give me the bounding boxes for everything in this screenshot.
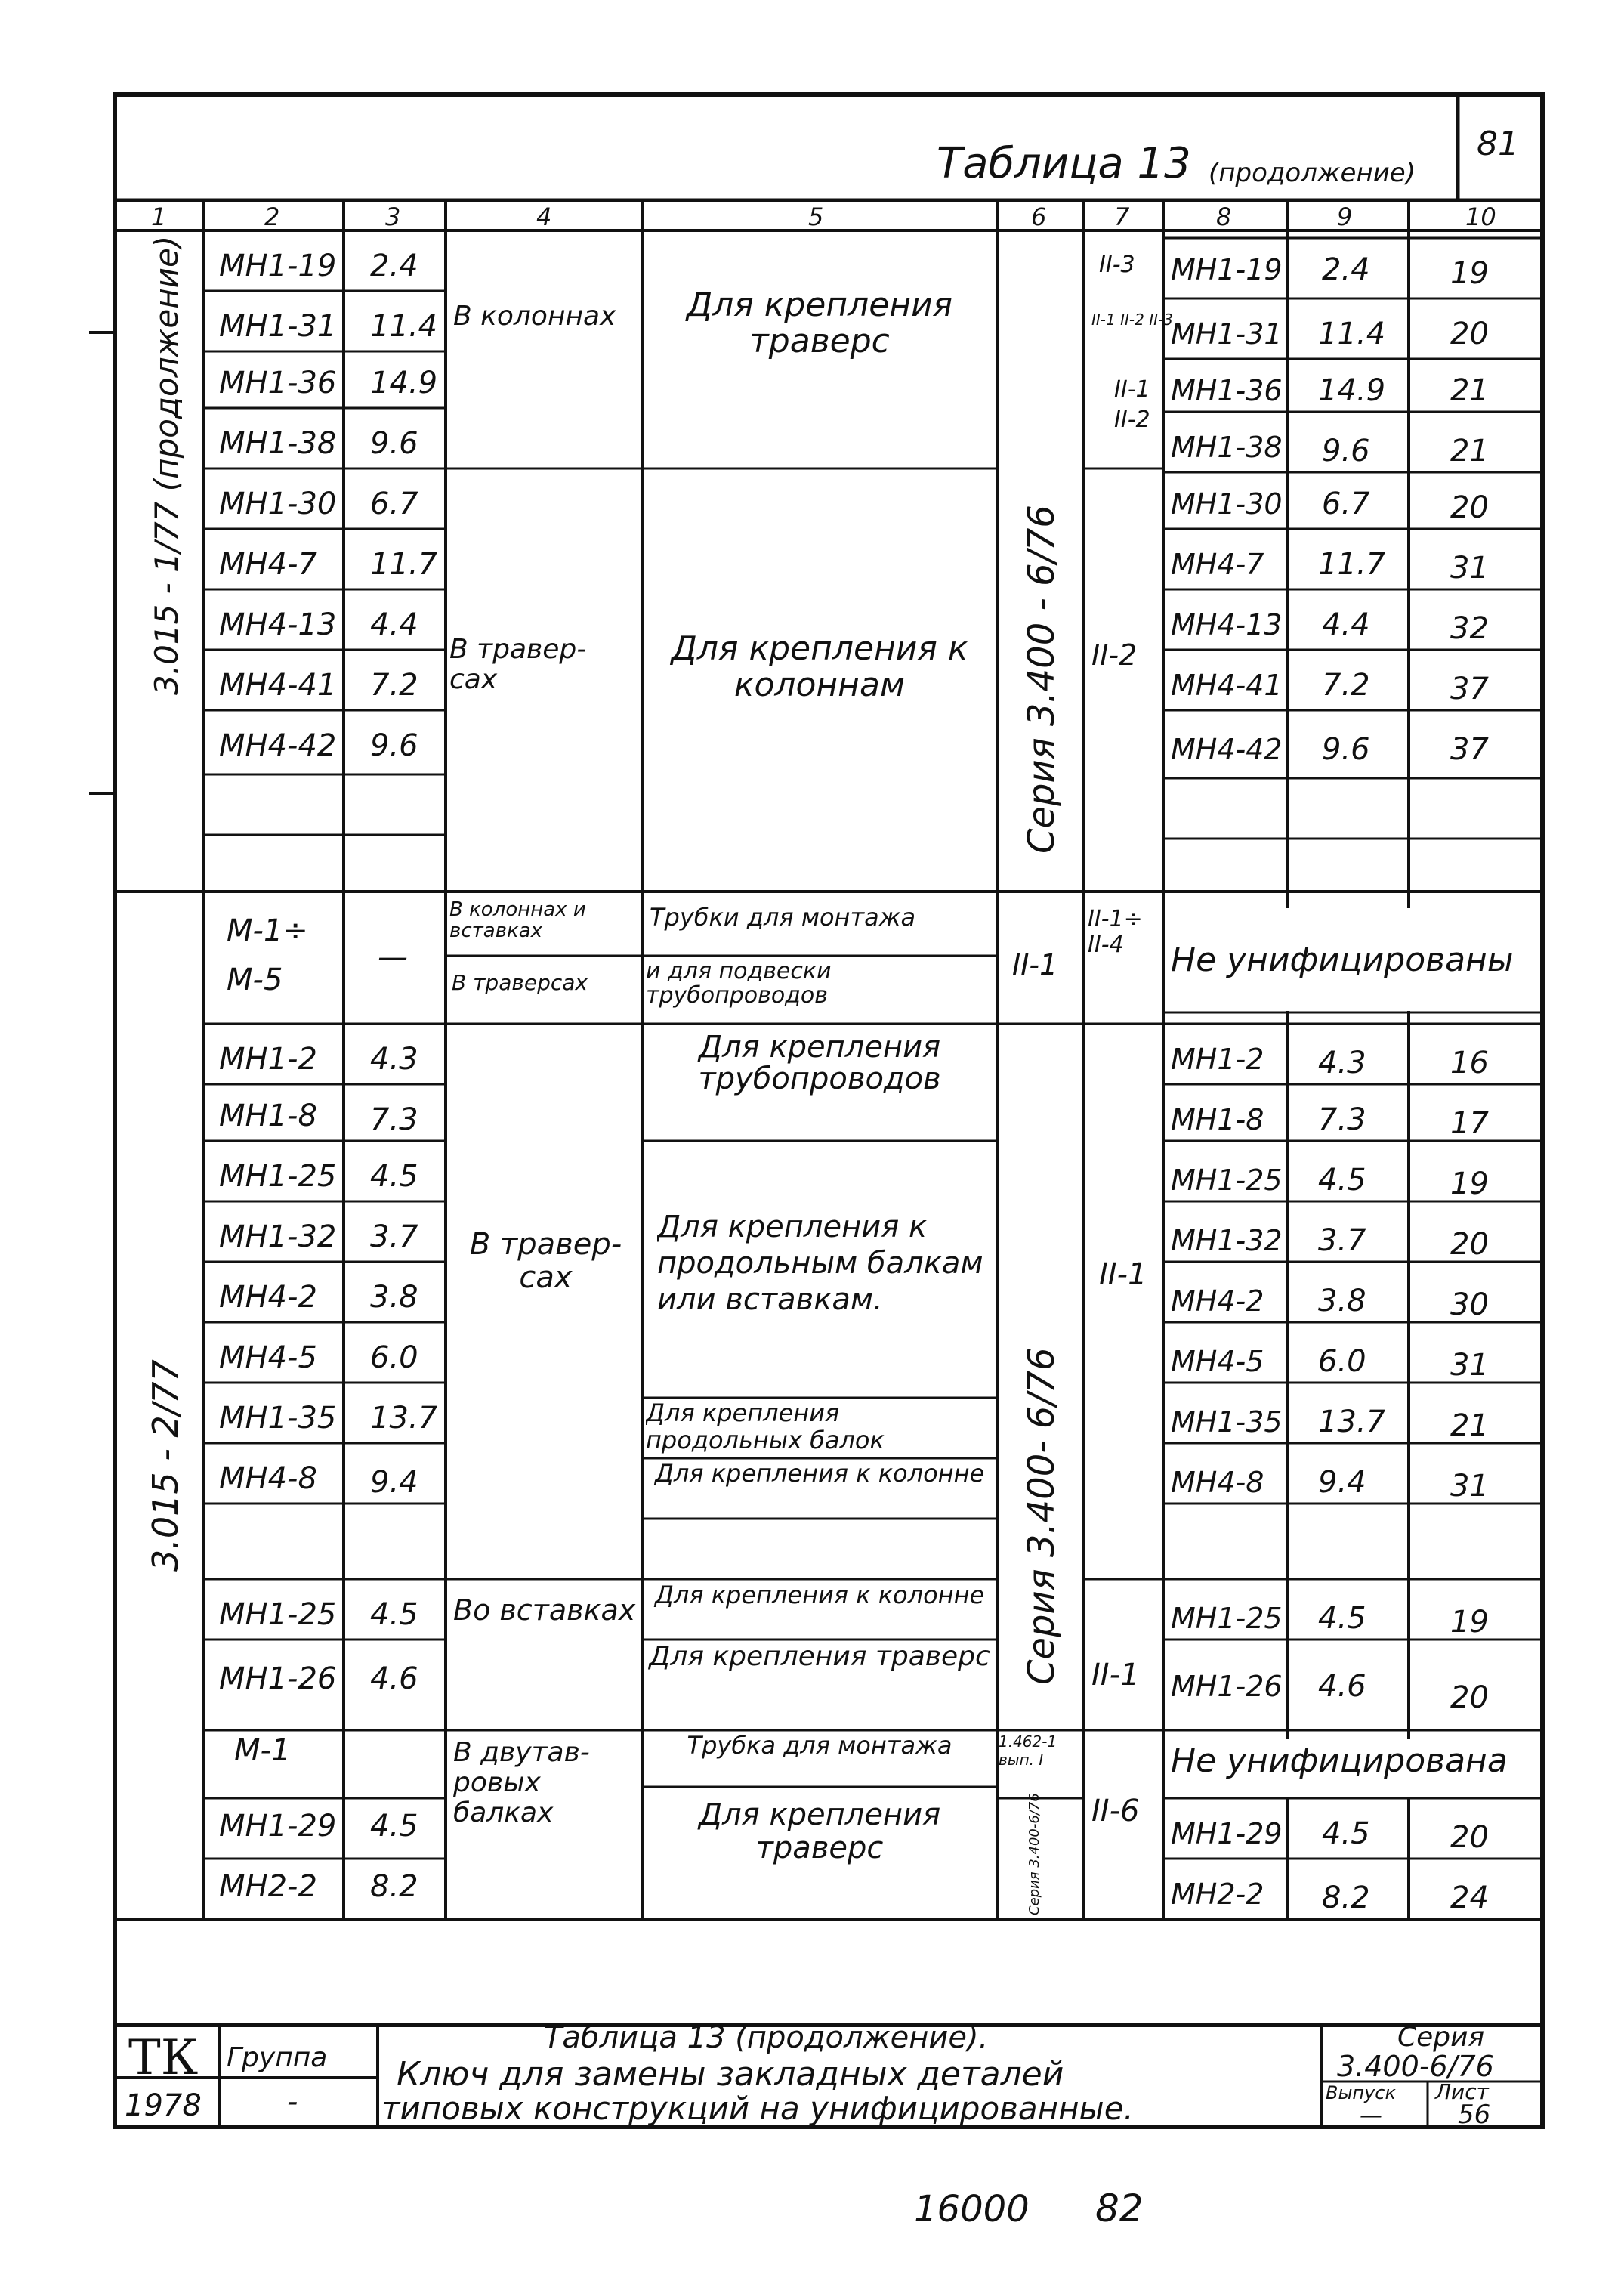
mass: 11.7 — [370, 547, 438, 582]
group-1: 3.015 - 1/77 (продолжение) — [148, 235, 185, 695]
new-mass: 4.3 — [1318, 1046, 1366, 1080]
mass: 11.4 — [370, 309, 438, 344]
new-mark: МН4-13 — [1171, 608, 1283, 641]
col7-c: II-1 — [1099, 1257, 1147, 1292]
col7: II-1 — [1114, 376, 1150, 403]
new-mark: МН1-8 — [1171, 1103, 1264, 1136]
mark: МН4-2 — [219, 1280, 317, 1315]
purpose-d2-box — [646, 1642, 993, 1729]
m-col7-box — [1088, 907, 1163, 990]
purpose-c1: Для крепления трубопроводов — [698, 1031, 941, 1096]
mark: МН1-30 — [219, 487, 337, 521]
purpose-c3-box — [646, 1399, 993, 1457]
stamp-sheet-label: Лист — [1435, 2079, 1489, 2104]
new-mark: МН1-2 — [1171, 1043, 1264, 1076]
mass: 8.2 — [370, 1869, 418, 1904]
purpose-c1-box — [646, 1031, 993, 1137]
purpose-b: Для крепления к колоннам — [671, 631, 968, 704]
sheet: 37 — [1450, 732, 1489, 767]
new-mass: 4.6 — [1318, 1669, 1366, 1704]
mass: 9.6 — [370, 728, 418, 763]
new-mass: 6.0 — [1318, 1344, 1366, 1379]
new-mass: 11.7 — [1318, 547, 1386, 582]
new-mark: МН1-25 — [1171, 1164, 1283, 1197]
m-status: Не унифицированы — [1171, 941, 1514, 979]
purpose-d2: Для крепления траверс — [649, 1642, 990, 1672]
mark: МН4-42 — [219, 728, 337, 763]
mass: 4.5 — [370, 1597, 418, 1632]
new-mark: МН4-2 — [1171, 1284, 1264, 1318]
new-mark: МН1-35 — [1171, 1405, 1283, 1439]
sheet: 30 — [1450, 1287, 1489, 1322]
place-c: В травер- сах — [469, 1228, 622, 1295]
purpose-c2-box — [657, 1209, 990, 1390]
purpose-a-box — [646, 287, 993, 393]
series-1: Серия 3.400 - 6/76 — [1020, 505, 1063, 854]
place-e-box — [453, 1738, 638, 1874]
stamp-issue-value: — — [1360, 2103, 1382, 2129]
m-place-1-box — [449, 899, 638, 956]
mass: 14.9 — [370, 366, 438, 400]
sheet: 24 — [1450, 1881, 1489, 1915]
group-2: 3.015 - 2/77 — [145, 1359, 186, 1572]
mark: МН2-2 — [219, 1869, 317, 1904]
stamp-title-2: Ключ для замены закладных деталей — [397, 2055, 1064, 2094]
place-b: В травер- сах — [449, 635, 587, 695]
place-e: В двутав- ровых балках — [453, 1738, 590, 1828]
stamp-series-label: Серия — [1397, 2022, 1485, 2053]
place-c-box — [453, 1228, 638, 1318]
new-mark: МН1-30 — [1171, 487, 1283, 521]
col7-e: II-6 — [1091, 1794, 1140, 1828]
sheet: 19 — [1450, 1605, 1489, 1640]
new-mass: 9.6 — [1322, 434, 1370, 468]
m-place-2: В траверсах — [452, 970, 588, 995]
new-mass: 11.4 — [1318, 317, 1386, 351]
new-mass: 3.7 — [1318, 1223, 1366, 1258]
stamp-title-3: типовых конструкций на унифицированные. — [381, 2090, 1134, 2127]
stamp-year: 1978 — [125, 2088, 202, 2123]
m1-col6-box — [999, 1732, 1083, 1797]
m-purpose-2-box — [646, 960, 993, 1020]
sheet: 21 — [1450, 1408, 1489, 1443]
purpose-b-box — [646, 631, 993, 737]
series-2: Серия 3.400- 6/76 — [1020, 1347, 1063, 1685]
new-mass: 13.7 — [1318, 1405, 1386, 1439]
sheet: 20 — [1450, 490, 1489, 525]
purpose-e: Для крепления траверс — [698, 1798, 941, 1865]
stamp-group-label: Группа — [227, 2042, 328, 2073]
purpose-d1: Для крепления к колонне — [654, 1581, 985, 1609]
new-mark: МН4-41 — [1171, 669, 1283, 702]
mass: 4.4 — [370, 607, 418, 642]
m-mass: — — [378, 940, 408, 975]
new-mark: МН1-36 — [1171, 374, 1283, 407]
table-title-suffix: (продолжение) — [1209, 158, 1416, 188]
new-mark: МН4-8 — [1171, 1466, 1264, 1499]
footer-right: 82 — [1095, 2187, 1144, 2230]
new-mass: 9.6 — [1322, 732, 1370, 767]
mark: МН1-8 — [219, 1099, 317, 1133]
stamp-series-value: 3.400-6/76 — [1337, 2050, 1494, 2083]
stamp-title-1: Таблица 13 (продолжение). — [544, 2020, 989, 2055]
m-mark-1: М-1÷ — [227, 913, 308, 948]
mark: МН1-32 — [219, 1219, 337, 1254]
mark: МН1-25 — [219, 1159, 337, 1194]
purpose-c4: Для крепления к колонне — [654, 1460, 985, 1488]
m-mark-2: М-5 — [227, 963, 283, 997]
m-purpose-1: Трубки для монтажа — [650, 903, 916, 932]
stamp-issue-label: Выпуск — [1326, 2082, 1396, 2103]
new-mass: 4.5 — [1318, 1601, 1366, 1636]
col7: II-3 — [1099, 252, 1135, 278]
mark: МН4-8 — [219, 1461, 317, 1496]
new-mark: МН1-38 — [1171, 431, 1283, 464]
mark: МН1-31 — [219, 309, 337, 344]
m-place-1: В колоннах и вставках — [449, 899, 586, 942]
mark: МН1-2 — [219, 1042, 317, 1077]
m-purpose-2: и для подвески трубопроводов — [646, 960, 832, 1009]
mark: МН1-19 — [219, 249, 337, 283]
m-col6: II-1 — [1012, 948, 1058, 981]
m1-purpose: Трубка для монтажа — [687, 1732, 952, 1760]
new-mark: МН2-2 — [1171, 1878, 1264, 1911]
purpose-c2: Для крепления к продольным балкам или вставкам. — [657, 1210, 983, 1317]
mass: 4.5 — [370, 1159, 418, 1194]
col7: II-2 — [1114, 406, 1150, 433]
mark: МН4-5 — [219, 1340, 317, 1375]
new-mass: 7.2 — [1322, 668, 1370, 703]
new-mass: 8.2 — [1322, 1881, 1370, 1915]
m1-status: Не унифицирована — [1171, 1742, 1508, 1780]
mark: МН4-41 — [219, 668, 337, 703]
new-mass: 7.3 — [1318, 1102, 1366, 1137]
new-mark: МН4-5 — [1171, 1345, 1264, 1378]
mark: МН1-29 — [219, 1809, 337, 1844]
new-mass: 3.8 — [1318, 1284, 1366, 1318]
mass: 2.4 — [370, 249, 418, 283]
sheet: 31 — [1450, 551, 1489, 586]
sheet: 37 — [1450, 672, 1489, 706]
mark: МН4-13 — [219, 607, 337, 642]
m-col7: II-1÷ II-4 — [1088, 907, 1143, 958]
col-number-1: 1 — [151, 202, 167, 231]
col-number-5: 5 — [808, 202, 824, 231]
sheet: 20 — [1450, 317, 1489, 351]
sheet: 32 — [1450, 611, 1489, 646]
col-number-4: 4 — [536, 202, 552, 231]
col-number-9: 9 — [1337, 202, 1353, 231]
mark: МН1-38 — [219, 426, 337, 461]
mass: 9.4 — [370, 1465, 418, 1500]
new-mass: 14.9 — [1318, 373, 1386, 408]
mass: 4.5 — [370, 1809, 418, 1844]
place-b-box — [449, 635, 638, 725]
sheet: 19 — [1450, 256, 1489, 291]
new-mark: МН1-29 — [1171, 1817, 1283, 1850]
sheet: 16 — [1450, 1046, 1489, 1080]
mark: МН1-36 — [219, 366, 337, 400]
place-d: Во вставках — [453, 1594, 636, 1627]
sheet: 20 — [1450, 1820, 1489, 1855]
mass: 6.0 — [370, 1340, 418, 1375]
sheet: 20 — [1450, 1680, 1489, 1715]
page-number: 81 — [1477, 125, 1519, 163]
place-a: В колоннах — [453, 301, 616, 332]
sheet: 21 — [1450, 434, 1489, 468]
new-mass: 9.4 — [1318, 1465, 1366, 1500]
m1-mark: М-1 — [234, 1733, 291, 1768]
new-mark: МН1-26 — [1171, 1670, 1283, 1703]
purpose-e-box — [646, 1798, 993, 1912]
col7-b: II-2 — [1091, 638, 1138, 672]
mass: 3.8 — [370, 1280, 418, 1315]
sheet: 17 — [1450, 1106, 1489, 1141]
new-mark: МН4-7 — [1171, 548, 1264, 581]
new-mass: 6.7 — [1322, 487, 1370, 521]
sheet: 21 — [1450, 373, 1489, 408]
purpose-d1-box — [646, 1581, 993, 1639]
mark: МН1-35 — [219, 1401, 337, 1436]
mass: 7.2 — [370, 668, 418, 703]
purpose-a: Для крепления траверс — [686, 287, 953, 360]
mass: 4.6 — [370, 1661, 418, 1696]
purpose-c3: Для крепления продольных балок — [646, 1399, 885, 1454]
new-mass: 2.4 — [1322, 252, 1370, 287]
col7: II-1 II-2 II-3 — [1091, 311, 1173, 329]
new-mass: 4.5 — [1318, 1163, 1366, 1198]
mass: 9.6 — [370, 426, 418, 461]
sheet: 31 — [1450, 1469, 1489, 1504]
col-number-2: 2 — [264, 202, 280, 231]
sheet: 31 — [1450, 1348, 1489, 1383]
m1-col6: 1.462-1 вып. I — [999, 1732, 1057, 1769]
stamp-group-value: - — [287, 2085, 298, 2119]
purpose-c4-box — [646, 1460, 993, 1517]
stamp-sheet-value: 56 — [1458, 2100, 1491, 2130]
mass: 7.3 — [370, 1102, 418, 1137]
col-number-8: 8 — [1216, 202, 1232, 231]
col-number-10: 10 — [1465, 202, 1496, 231]
col7-d: II-1 — [1091, 1658, 1140, 1692]
mass: 6.7 — [370, 487, 418, 521]
new-mass: 4.4 — [1322, 607, 1370, 642]
footer-left: 16000 — [914, 2188, 1030, 2230]
mark: МН1-26 — [219, 1661, 337, 1696]
table-title: Таблица 13 — [937, 139, 1191, 188]
stamp-org: ТК — [128, 2030, 199, 2086]
new-mark: МН4-42 — [1171, 733, 1283, 766]
col-number-3: 3 — [385, 202, 401, 231]
new-mass: 4.5 — [1322, 1816, 1370, 1851]
place-d-box — [453, 1594, 638, 1685]
e-col6: Серия 3.400-6/76 — [1027, 1793, 1042, 1915]
new-mark: МН1-25 — [1171, 1602, 1283, 1635]
sheet: 19 — [1450, 1167, 1489, 1201]
new-mark: МН1-32 — [1171, 1224, 1283, 1257]
mark: МН1-25 — [219, 1597, 337, 1632]
mass: 13.7 — [370, 1401, 438, 1436]
mass: 4.3 — [370, 1042, 418, 1077]
sheet: 20 — [1450, 1227, 1489, 1262]
mass: 3.7 — [370, 1219, 418, 1254]
new-mark: МН1-19 — [1171, 253, 1283, 286]
mark: МН4-7 — [219, 547, 317, 582]
col-number-7: 7 — [1114, 202, 1130, 231]
new-mark: МН1-31 — [1171, 317, 1283, 351]
m1-purpose-box — [646, 1732, 993, 1785]
col-number-6: 6 — [1031, 202, 1047, 231]
